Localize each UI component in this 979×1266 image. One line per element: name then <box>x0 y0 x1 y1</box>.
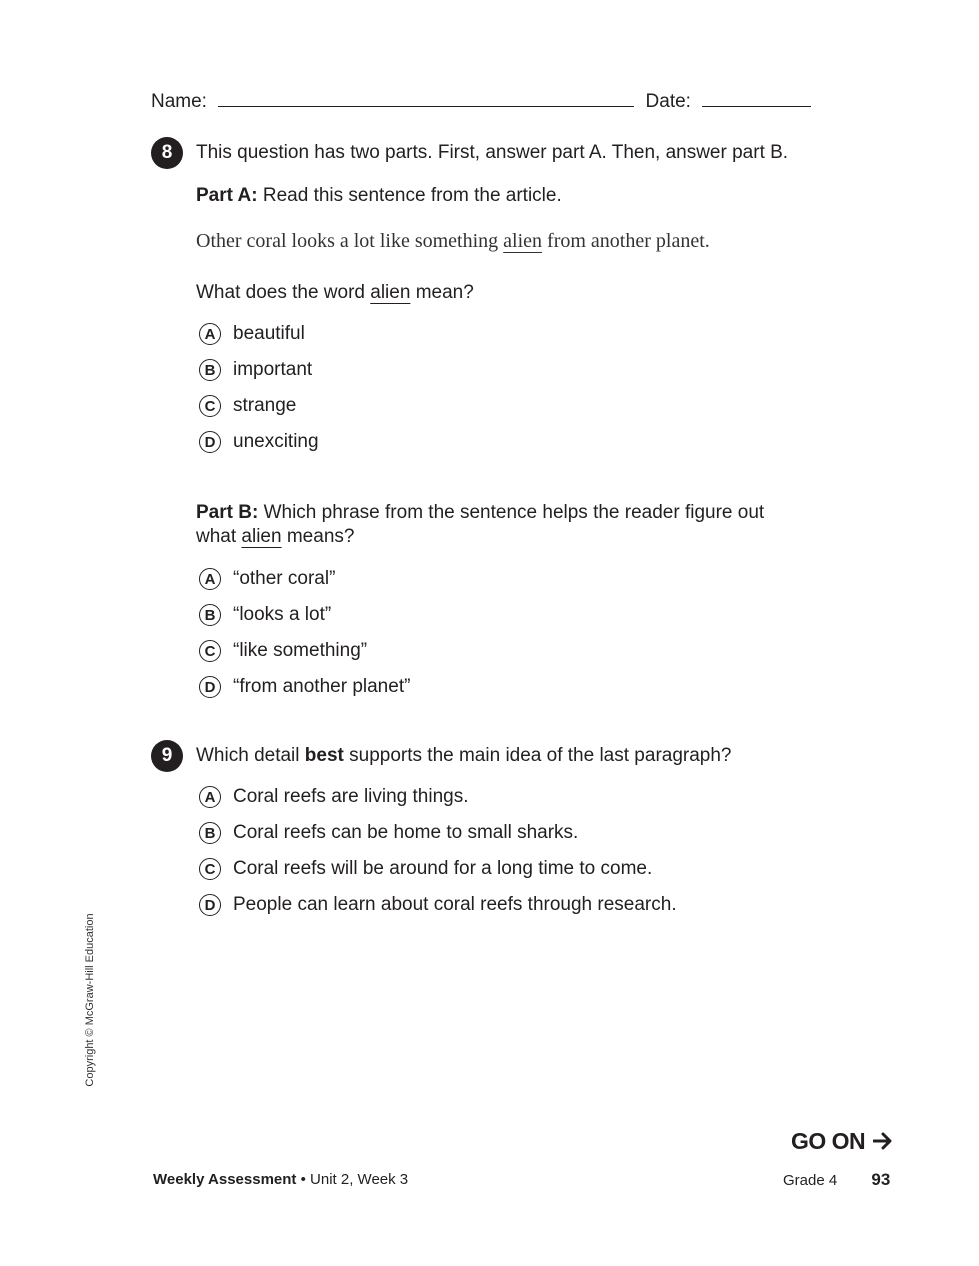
part-a-instruction: Read this sentence from the article. <box>262 185 562 206</box>
choice-bubble[interactable]: A <box>199 323 221 345</box>
footer-separator: • <box>300 1171 306 1188</box>
part-a-question-after: mean? <box>415 282 474 303</box>
footer-assessment-info <box>153 1171 408 1188</box>
part-b-underlined-word: alien <box>241 526 282 547</box>
choice-bubble[interactable]: D <box>199 431 221 453</box>
question-8-number: 8 <box>151 137 183 169</box>
part-b-choice-b[interactable] <box>199 604 331 626</box>
part-a-choice-b[interactable] <box>199 359 312 381</box>
choice-bubble[interactable]: C <box>199 640 221 662</box>
choice-text: “other coral” <box>233 568 336 589</box>
choice-text: “from another planet” <box>233 676 411 697</box>
part-a-label: Part A: <box>196 185 258 206</box>
date-field[interactable] <box>702 88 811 107</box>
choice-text: “looks a lot” <box>233 604 332 625</box>
part-b-line2-after: means? <box>286 526 355 547</box>
q9-prompt-bold: best <box>304 745 344 766</box>
part-a-question <box>196 282 474 304</box>
choice-bubble[interactable]: D <box>199 894 221 916</box>
q9-choice-a[interactable] <box>199 786 469 808</box>
name-date-header <box>151 88 811 113</box>
choice-bubble[interactable]: C <box>199 395 221 417</box>
go-on-label: GO ON <box>791 1128 866 1154</box>
part-a-question-word: alien <box>370 282 411 303</box>
copyright-notice: Copyright © McGraw-Hill Education <box>84 913 96 1087</box>
part-b-line2 <box>196 526 354 548</box>
choice-bubble[interactable]: A <box>199 786 221 808</box>
footer-unit: Unit 2, Week 3 <box>310 1171 409 1188</box>
question-9-prompt <box>196 745 732 767</box>
part-b-line1: Which phrase from the sentence helps the reader figure out <box>263 502 765 523</box>
q9-choice-d[interactable] <box>199 894 677 916</box>
choice-text: important <box>233 359 313 380</box>
part-b-line2-before: what <box>196 526 237 547</box>
choice-bubble[interactable]: D <box>199 676 221 698</box>
choice-text: Coral reefs will be around for a long time to come. <box>233 858 653 879</box>
part-b-choice-d[interactable] <box>199 676 410 698</box>
part-a-choice-d[interactable] <box>199 431 319 453</box>
name-label: Name: <box>151 91 207 112</box>
choice-text: People can learn about coral reefs through research. <box>233 894 677 915</box>
part-a-choice-c[interactable] <box>199 395 296 417</box>
choice-text: Coral reefs are living things. <box>233 786 469 807</box>
part-a-choice-a[interactable] <box>199 323 305 345</box>
quote-after: from another planet. <box>547 230 710 252</box>
name-field[interactable] <box>218 88 634 107</box>
part-b-choice-a[interactable] <box>199 568 335 590</box>
footer-page-info <box>783 1170 890 1190</box>
part-b-label: Part B: <box>196 502 259 523</box>
date-label: Date: <box>645 91 691 112</box>
q9-prompt-before: Which detail <box>196 745 300 766</box>
choice-bubble[interactable]: A <box>199 568 221 590</box>
choice-text: unexciting <box>233 431 319 452</box>
choice-text: “like something” <box>233 640 368 661</box>
choice-bubble[interactable]: B <box>199 822 221 844</box>
arrow-right-icon <box>873 1129 893 1156</box>
page-number: 93 <box>871 1170 891 1189</box>
part-a-question-before: What does the word <box>196 282 365 303</box>
footer-assessment-title: Weekly Assessment <box>153 1171 297 1188</box>
choice-bubble[interactable]: B <box>199 604 221 626</box>
go-on-indicator <box>791 1128 893 1156</box>
choice-text: beautiful <box>233 323 305 344</box>
question-8-prompt: This question has two parts. First, answer part A. Then, answer part B. <box>196 142 789 163</box>
part-b-heading <box>196 502 764 524</box>
choice-bubble[interactable]: C <box>199 858 221 880</box>
article-quote <box>196 230 710 253</box>
q9-choice-c[interactable] <box>199 858 652 880</box>
quote-underlined-word: alien <box>503 230 543 252</box>
footer-grade: Grade 4 <box>783 1172 838 1189</box>
choice-bubble[interactable]: B <box>199 359 221 381</box>
part-b-choice-c[interactable] <box>199 640 367 662</box>
q9-choice-b[interactable] <box>199 822 578 844</box>
choice-text: Coral reefs can be home to small sharks. <box>233 822 579 843</box>
q9-prompt-after: supports the main idea of the last paragraph? <box>349 745 732 766</box>
quote-before: Other coral looks a lot like something <box>196 230 499 252</box>
choice-text: strange <box>233 395 297 416</box>
part-a-heading <box>196 185 562 207</box>
question-9-number: 9 <box>151 740 183 772</box>
